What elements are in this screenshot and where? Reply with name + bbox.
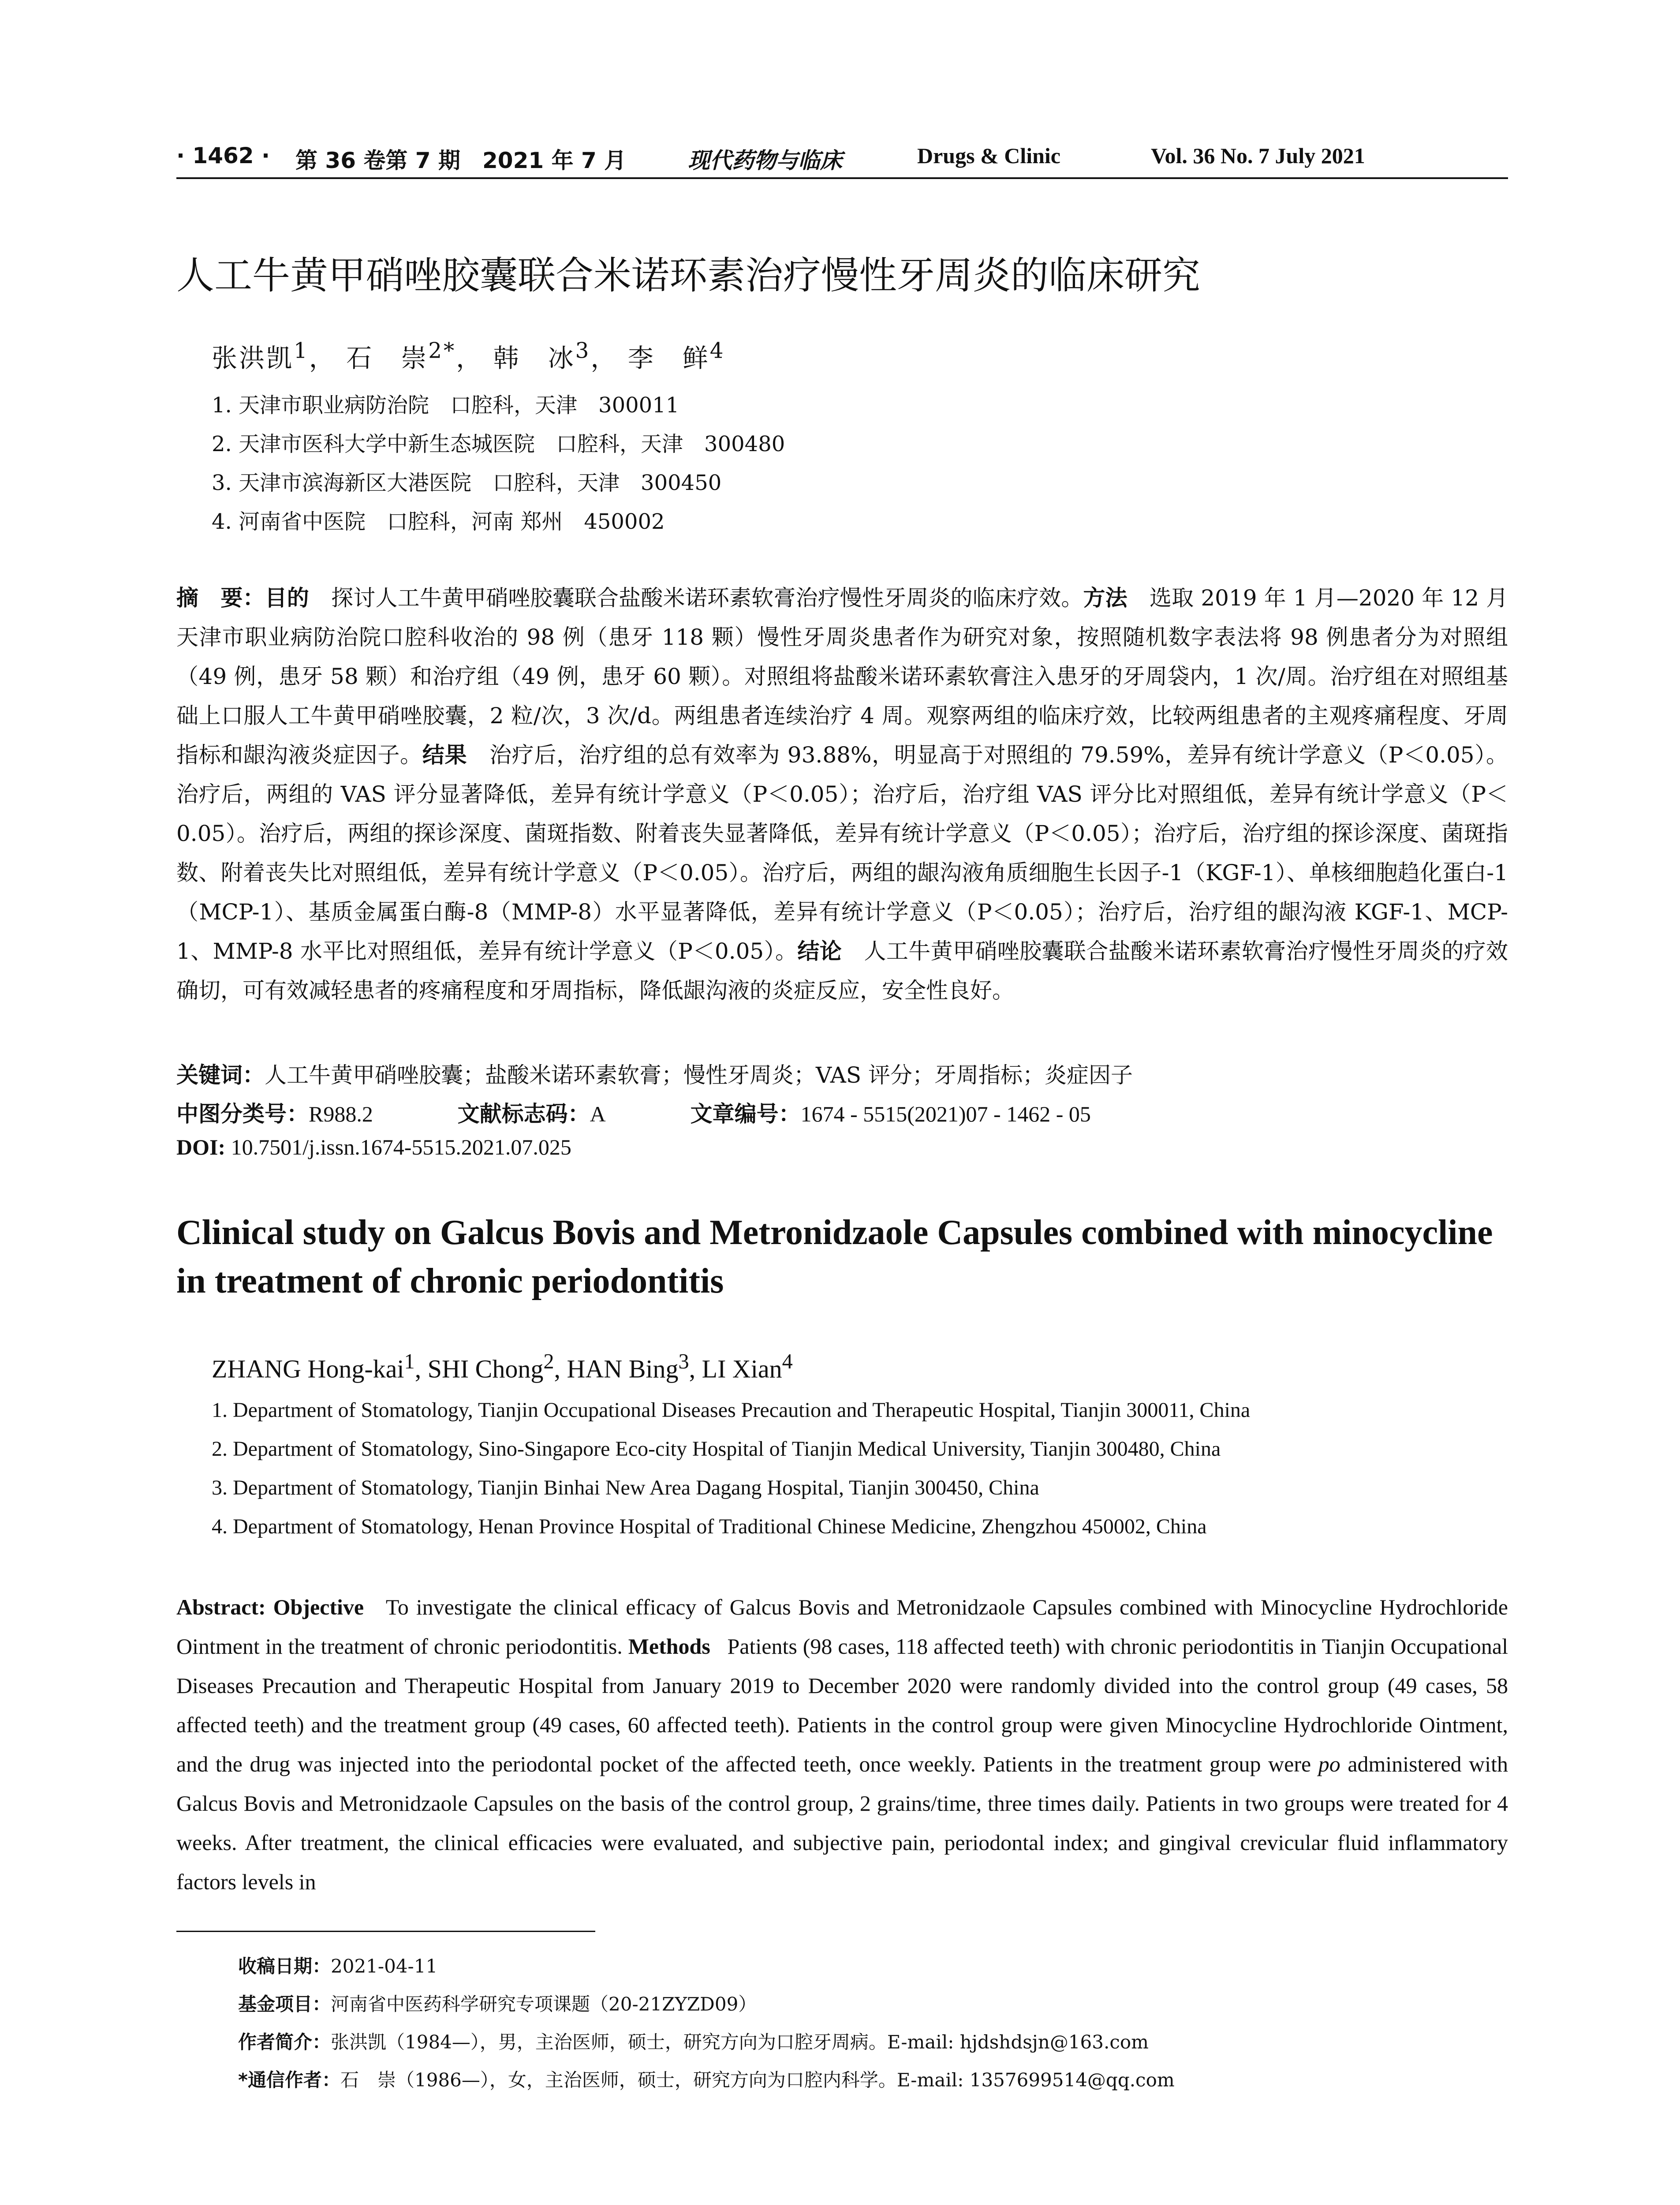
authors-en: ZHANG Hong-kai$^1$, SHI Chong$^2$, HAN Bing$^3$, LI Xian$^4$ [212,1350,793,1383]
keywords-label: 关键词： [176,1062,265,1088]
article-no-value: 1674 - 5515(2021)07 - 1462 - 05 [800,1102,1091,1126]
methods-en-po: po [1318,1752,1340,1776]
objective-text: 探讨人工牛黄甲硝唑胶囊联合盐酸米诺环素软膏治疗慢性牙周炎的临床疗效。 [331,585,1083,611]
results-label: 结果 [422,742,467,768]
author-zh: 李 鲜 [627,343,710,373]
footnote-rule [176,1931,595,1932]
footnote-fund [238,1990,757,2016]
methods-label: 方法 [1083,585,1127,611]
methods-en-label: Methods [628,1634,710,1659]
objective-en-text: To investigate the clinical efficacy of Galcus Bovis and Metronidzaole Capsules combined with Minocycline Hydrochloride Ointment in the treatment of chronic periodontitis. [176,1595,1508,1659]
author-sup: 3 [575,338,591,363]
author-en: HAN Bing [567,1354,679,1383]
footnote-text: 张洪凯（1984—），男，主治医师，硕士，研究方向为口腔牙周病。E-mail: hjdshdsjn@163.com [331,2031,1149,2053]
page-number: · 1462 · [176,143,270,168]
abstract-label: 摘 要： [176,585,265,611]
conclusion-text: 人工牛黄甲硝唑胶囊联合盐酸米诺环素软膏治疗慢性牙周炎的疗效确切，可有效减轻患者的疼痛程度和牙周指标，降低龈沟液的炎症反应，安全性良好。 [176,938,1508,1003]
footnote-received [238,1952,437,1978]
title-zh: 人工牛黄甲硝唑胶囊联合米诺环素治疗慢性牙周炎的临床研究 [176,254,1200,298]
issue-zh: 第 36 卷第 7 期 2021 年 7 月 [295,148,627,173]
doi-value: 10.7501/j.issn.1674-5515.2021.07.025 [231,1135,571,1159]
affiliation-en-2: 2. Department of Stomatology, Sino-Singapore Eco-city Hospital of Tianjin Medical University, Tianjin 300480, China [212,1437,1221,1461]
author-en: ZHANG Hong-kai [212,1354,404,1383]
journal-name-en: Drugs & Clinic [917,143,1060,168]
doi-line [176,1134,571,1160]
affiliation-en-1: 1. Department of Stomatology, Tianjin Occupational Diseases Precaution and Therapeutic Hospital, Tianjin 300011, China [212,1398,1251,1422]
doc-code-value: A [590,1102,606,1126]
affiliation-zh-3: 3. 天津市滨海新区大港医院 口腔科，天津 300450 [212,471,722,495]
clc-value: R988.2 [309,1102,373,1126]
methods-en-text-1: Patients (98 cases, 118 affected teeth) with chronic periodontitis in Tianjin Occupational Diseases Precaution and Therapeutic Hospital from January 2019 to December 2020 were randomly divided into the control group (49 cases, 58 affected teeth) and the treatment group (49 cases, 60 affected teeth). Patients in the control group were given Minocycline Hydrochloride Ointment, and the drug was injected into the periodontal pocket of the affected teeth, once weekly. Patients in the treatment group were [176,1634,1508,1776]
abstract-en-label: Abstract: [176,1595,266,1619]
doi-label: DOI: [176,1135,226,1159]
author-sup: 4 [782,1350,793,1373]
affiliation-zh-1: 1. 天津市职业病防治院 口腔科，天津 300011 [212,393,679,418]
author-zh: 石 崇 [346,343,429,373]
footnote-text: 石 崇（1986—），女，主治医师，硕士，研究方向为口腔内科学。E-mail: 1357699514@qq.com [340,2069,1175,2091]
article-no-label: 文章编号： [690,1101,801,1127]
footnote-corresponding [238,2066,1175,2092]
objective-label: 目的 [265,585,309,611]
methods-text: 选取 2019 年 1 月—2020 年 12 月天津市职业病防治院口腔科收治的 98 例（患牙 118 颗）慢性牙周炎患者作为研究对象，按照随机数字表法将 98 例患者分为对照组（49 例，患牙 58 颗）和治疗组（49 例，患牙 60 颗）。对照组将盐酸米诺环素软膏注入患牙的牙周袋内，1 次/周。治疗组在对照组基础上口服人工牛黄甲硝唑胶囊，2 粒/次，3 次/d。两组患者连续治疗 4 周。观察两组的临床疗效，比较两组患者的主观疼痛程度、牙周指标和龈沟液炎症因子。 [176,585,1508,768]
doc-code-label: 文献标志码： [457,1101,590,1127]
results-text: 治疗后，治疗组的总有效率为 93.88%，明显高于对照组的 79.59%，差异有统计学意义（P＜0.05）。治疗后，两组的 VAS 评分显著降低，差异有统计学意义（P＜0.05）；治疗后，治疗组 VAS 评分比对照组低，差异有统计学意义（P＜0.05）。治疗后，两组的探诊深度、菌斑指数、附着丧失显著降低，差异有统计学意义（P＜0.05）；治疗后，治疗组的探诊深度、菌斑指数、附着丧失比对照组低，差异有统计学意义（P＜0.05）。治疗后，两组的龈沟液角质细胞生长因子-1（KGF-1）、单核细胞趋化蛋白-1（MCP-1）、基质金属蛋白酶-8（MMP-8）水平显著降低，差异有统计学意义（P＜0.05）；治疗后，治疗组的龈沟液 KGF-1、MCP-1、MMP-8 水平比对照组低，差异有统计学意义（P＜0.05）。 [176,742,1508,964]
footnote-text: 河南省中医药科学研究专项课题（20-21ZYZD09） [331,1993,757,2015]
keywords-text: 人工牛黄甲硝唑胶囊；盐酸米诺环素软膏；慢性牙周炎；VAS 评分；牙周指标；炎症因子 [265,1062,1133,1088]
author-sup: 2 [543,1350,554,1373]
title-en: Clinical study on Galcus Bovis and Metronidzaole Capsules combined with minocycline in treatment of chronic periodontitis [176,1213,1493,1301]
abstract-zh [176,579,1508,1010]
affiliation-en-3: 3. Department of Stomatology, Tianjin Binhai New Area Dagang Hospital, Tianjin 300450, China [212,1476,1039,1499]
affiliation-en-4: 4. Department of Stomatology, Henan Province Hospital of Traditional Chinese Medicine, Zhengzhou 450002, China [212,1515,1207,1538]
methods-en-text-2: administered with Galcus Bovis and Metronidzaole Capsules on the basis of the control group, 2 grains/time, three times daily. Patients in two groups were treated for 4 weeks. After treatment, the clinical efficacies were evaluated, and subjective pain, periodontal index; and gingival crevicular fluid inflammatory factors levels in [176,1752,1508,1894]
footnote-label: 作者简介： [238,2031,331,2053]
authors-zh: 张洪凯$^1$， 石 崇$^{2*}$， 韩 冰$^3$， 李 鲜$^4$ [212,338,725,373]
conclusion-label: 结论 [797,938,842,964]
author-sup: 1 [294,338,309,363]
author-sup: 3 [678,1350,689,1373]
author-sup: 1 [404,1350,415,1373]
author-sup: 2* [428,338,456,363]
clc-label: 中图分类号： [176,1101,309,1127]
journal-name-zh: 现代药物与临床 [688,148,842,173]
objective-en-label: Objective [273,1595,364,1619]
footnote-author-bio [238,2028,1149,2054]
author-zh: 张洪凯 [212,343,294,373]
affiliation-zh-2: 2. 天津市医科大学中新生态城医院 口腔科，天津 300480 [212,432,785,456]
author-zh: 韩 冰 [493,343,575,373]
abstract-en [176,1588,1508,1902]
keywords-zh [176,1058,1133,1089]
issue-en: Vol. 36 No. 7 July 2021 [1151,143,1365,168]
classification-line [176,1096,1091,1128]
author-sup: 4 [709,338,725,363]
author-en: LI Xian [702,1354,782,1383]
header-rule [176,177,1508,179]
running-header [176,140,1508,180]
author-en: SHI Chong [427,1354,544,1383]
affiliation-zh-4: 4. 河南省中医院 口腔科，河南 郑州 450002 [212,509,665,534]
footnote-label: 收稿日期： [238,1955,331,1977]
footnote-label: 基金项目： [238,1993,331,2015]
footnote-label: *通信作者： [238,2069,340,2091]
footnote-text: 2021-04-11 [331,1955,438,1977]
